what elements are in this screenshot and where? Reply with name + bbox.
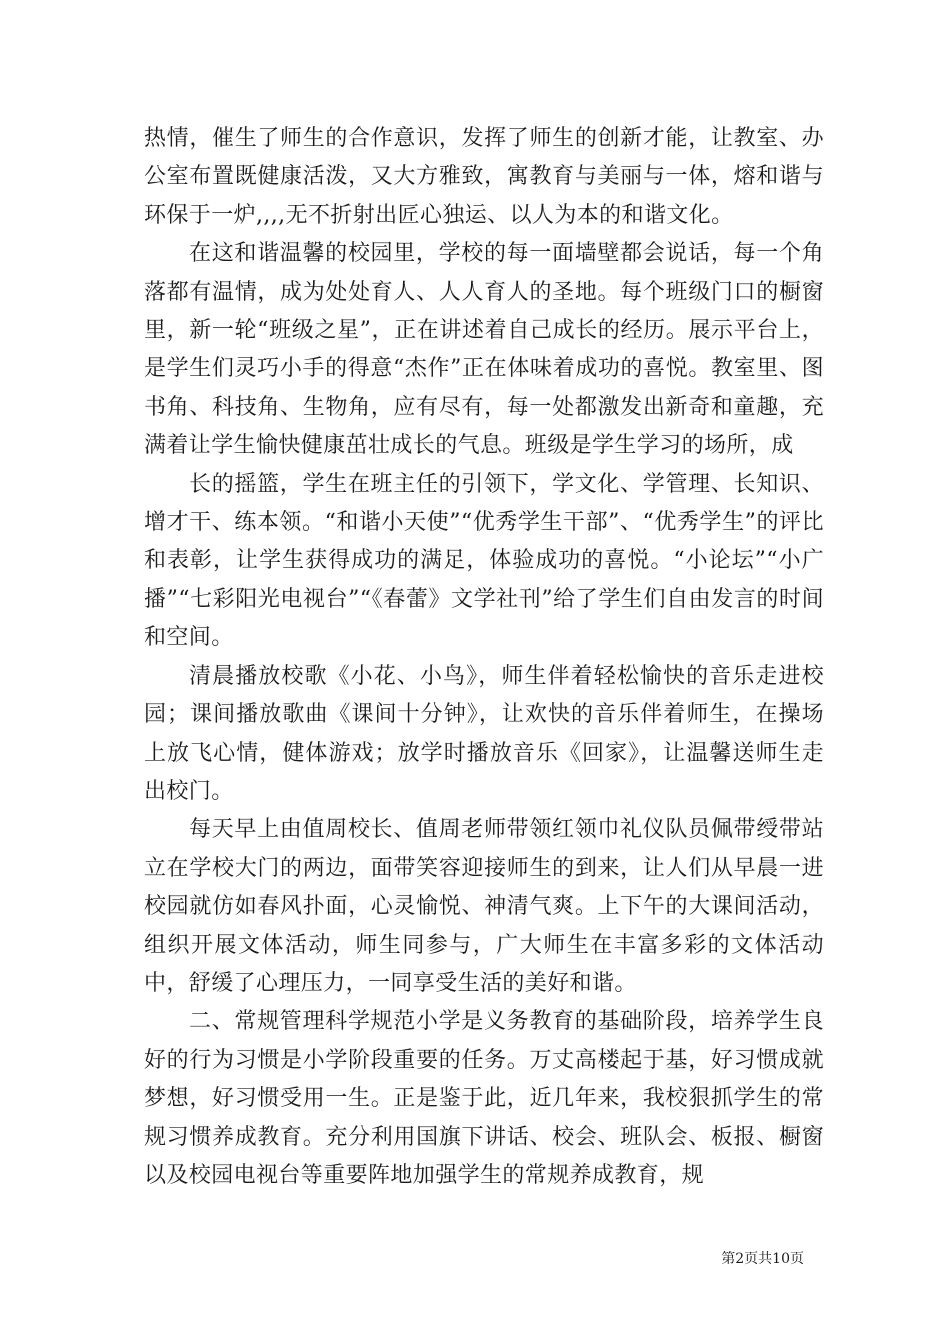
paragraph-4: 清晨播放校歌《小花、小鸟》，师生伴着轻松愉快的音乐走进校园；课间播放歌曲《课间十分钟》，让欢快的音乐伴着师生，在操场上放飞心情，健体游戏；放学时播放音乐《回家》，让温馨送师生走出校门。: [144, 663, 824, 804]
paragraph-5: 每天早上由值周校长、值周老师带领红领巾礼仪队员佩带绶带站立在学校大门的两边，面带笑容迎接师生的到来，让人们从早晨一进校园就仿如春风扑面，心灵愉悦、神清气爽。上下午的大课间活动，组织开展文体活动，师生同参与，广大师生在丰富多彩的文体活动中，舒缓了心理压力，一同享受生活的美好和谐。: [144, 817, 824, 996]
current-page-number: 2: [735, 1251, 745, 1267]
total-pages-number: 10: [772, 1251, 790, 1267]
paragraph-2: 在这和谐温馨的校园里，学校的每一面墙壁都会说话，每一个角落都有温情，成为处处育人、人人育人的圣地。每个班级门口的橱窗里，新一轮“班级之星”，正在讲述着自己成长的经历。展示平台上，是学生们灵巧小手的得意“杰作”正在体味着成功的喜悦。教室里、图书角、科技角、生物角，应有尽有，每一处都激发出新奇和童趣，充满着让学生愉快健康茁壮成长的气息。班级是学生学习的场所，成: [144, 241, 824, 459]
footer-middle: 页共: [744, 1251, 773, 1267]
footer-suffix: 页: [790, 1251, 804, 1267]
paragraph-6: 二、常规管理科学规范小学是义务教育的基础阶段，培养学生良好的行为习惯是小学阶段重要的任务。万丈高楼起于基，好习惯成就梦想，好习惯受用一生。正是鉴于此，近几年来，我校狠抓学生的常规习惯养成教育。充分利用国旗下讲话、校会、班队会、板报、橱窗以及校园电视台等重要阵地加强学生的常规养成教育，规: [144, 1009, 824, 1188]
paragraph-3: 长的摇篮，学生在班主任的引领下，学文化、学管理、长知识、增才干、练本领。“和谐小天使”“优秀学生干部”、“优秀学生”的评比和表彰，让学生获得成功的满足，体验成功的喜悦。“小论坛”“小广播”“七彩阳光电视台”“《春蕾》文学社刊”给了学生们自由发言的时间和空间。: [144, 471, 824, 651]
footer-prefix: 第: [721, 1251, 736, 1267]
paragraph-1: 热情，催生了师生的合作意识，发挥了师生的创新才能，让教室、办公室布置既健康活泼，又大方雅致，寓教育与美丽与一体，熔和谐与环保于一炉,,,,无不折射出匠心独运、以人为本的和谐文化。: [144, 126, 824, 228]
page-number-footer: [721, 1250, 804, 1268]
document-body: [144, 120, 824, 1195]
